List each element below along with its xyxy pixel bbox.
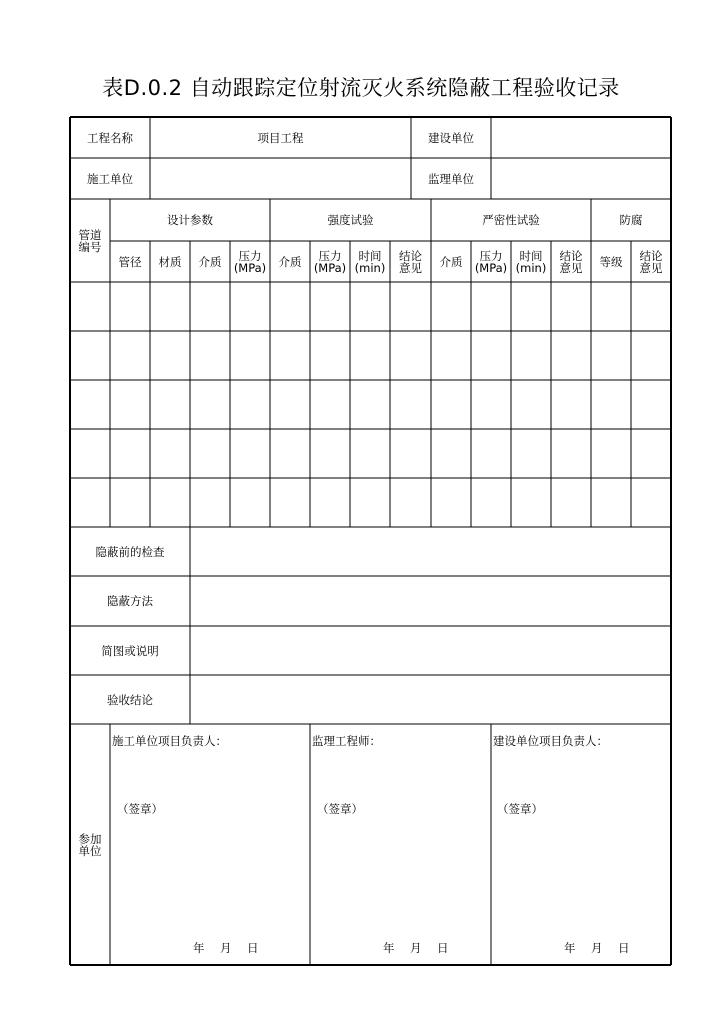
supervision-date[interactable]: 年 月 日 (383, 941, 451, 955)
table-cell[interactable] (511, 429, 551, 478)
design-params-header: 设计参数 (167, 213, 213, 227)
table-cell[interactable] (270, 331, 310, 380)
construction-unit-label: 施工单位 (87, 171, 133, 186)
table-cell[interactable] (150, 380, 190, 429)
table-cell[interactable] (70, 331, 110, 380)
table-cell[interactable] (631, 282, 671, 331)
table-cell[interactable] (150, 429, 190, 478)
table-cell[interactable] (70, 282, 110, 331)
table-cell[interactable] (350, 331, 390, 380)
acceptance-conclusion-label: 验收结论 (107, 692, 153, 707)
table-cell[interactable] (110, 429, 150, 478)
table-cell[interactable] (511, 331, 551, 380)
table-cell[interactable] (150, 478, 190, 527)
column-subheader: 介质 (278, 254, 302, 269)
table-cell[interactable] (551, 331, 591, 380)
table-cell[interactable] (190, 478, 230, 527)
table-cell[interactable] (551, 429, 591, 478)
table-cell[interactable] (631, 429, 671, 478)
cover-method-label: 隐蔽方法 (107, 594, 153, 608)
supervision-unit-field[interactable] (491, 158, 671, 199)
tightness-test-header: 严密性试验 (482, 213, 540, 227)
table-cell[interactable] (270, 282, 310, 331)
table-cell[interactable] (591, 331, 631, 380)
table-cell[interactable] (551, 380, 591, 429)
construction-unit-field[interactable] (150, 158, 411, 199)
table-cell[interactable] (270, 380, 310, 429)
table-cell[interactable] (70, 380, 110, 429)
column-subheader: 时间 (min) (515, 248, 547, 275)
table-cell[interactable] (190, 429, 230, 478)
acceptance-conclusion-field[interactable] (190, 675, 671, 724)
owner-manager-title: 建设单位项目负责人： (493, 734, 608, 748)
table-cell[interactable] (230, 380, 270, 429)
table-cell[interactable] (230, 331, 270, 380)
sketch-label: 简图或说明 (101, 643, 159, 658)
table-cell[interactable] (270, 478, 310, 527)
column-subheader: 结论 意见 (639, 248, 663, 275)
construction-date[interactable]: 年 月 日 (193, 941, 261, 955)
supervision-seal[interactable]: （签章） (317, 802, 363, 816)
column-subheader: 材质 (158, 254, 182, 269)
table-cell[interactable] (150, 331, 190, 380)
column-subheader: 压力 (MPa) (313, 248, 347, 275)
table-cell[interactable] (591, 429, 631, 478)
table-cell[interactable] (350, 429, 390, 478)
table-cell[interactable] (631, 478, 671, 527)
table-cell[interactable] (230, 478, 270, 527)
table-cell[interactable] (110, 380, 150, 429)
sketch-field[interactable] (190, 626, 671, 675)
table-cell[interactable] (190, 380, 230, 429)
table-cell[interactable] (390, 429, 431, 478)
build-unit-label: 建设单位 (428, 130, 474, 145)
table-cell[interactable] (511, 478, 551, 527)
table-cell[interactable] (591, 478, 631, 527)
page-title: 表D.0.2 自动跟踪定位射流灭火系统隐蔽工程验收记录 (102, 76, 620, 100)
table-cell[interactable] (390, 331, 431, 380)
table-cell[interactable] (390, 282, 431, 331)
column-subheader: 结论 意见 (559, 248, 583, 275)
table-cell[interactable] (230, 282, 270, 331)
table-cell[interactable] (631, 380, 671, 429)
pre-cover-check-label: 隐蔽前的检查 (95, 544, 165, 559)
table-cell[interactable] (431, 429, 471, 478)
table-cell[interactable] (390, 478, 431, 527)
table-cell[interactable] (511, 282, 551, 331)
table-cell[interactable] (310, 380, 350, 429)
table-cell[interactable] (471, 331, 511, 380)
table-cell[interactable] (150, 282, 190, 331)
table-cell[interactable] (190, 282, 230, 331)
table-cell[interactable] (270, 429, 310, 478)
table-cell[interactable] (631, 331, 671, 380)
column-subheader: 介质 (198, 254, 222, 269)
column-subheader: 压力 (MPa) (474, 248, 508, 275)
construction-seal[interactable]: （签章） (117, 802, 163, 816)
table-cell[interactable] (471, 429, 511, 478)
anticorrosion-header: 防腐 (619, 213, 643, 227)
table-cell[interactable] (471, 380, 511, 429)
table-cell[interactable] (431, 282, 471, 331)
table-cell[interactable] (230, 429, 270, 478)
build-unit-field[interactable] (491, 117, 671, 158)
supervision-engineer-title: 监理工程师： (312, 734, 381, 748)
table-cell[interactable] (431, 380, 471, 429)
table-cell[interactable] (310, 282, 350, 331)
table-cell[interactable] (110, 478, 150, 527)
table-cell[interactable] (350, 380, 390, 429)
table-cell[interactable] (70, 478, 110, 527)
column-subheader: 管径 (118, 254, 142, 269)
owner-seal[interactable]: （签章） (497, 802, 543, 816)
table-cell[interactable] (551, 478, 591, 527)
participants-label: 参加 单位 (78, 831, 102, 858)
column-subheader: 压力 (MPa) (233, 248, 267, 275)
project-name-label: 工程名称 (87, 130, 133, 145)
pre-cover-check-field[interactable] (190, 527, 671, 576)
table-cell[interactable] (591, 282, 631, 331)
pipe-number-header: 管道 编号 (78, 227, 102, 254)
table-cell[interactable] (390, 380, 431, 429)
owner-date[interactable]: 年 月 日 (564, 941, 632, 955)
construction-manager-title: 施工单位项目负责人： (112, 734, 227, 748)
supervision-unit-label: 监理单位 (428, 171, 474, 186)
table-cell[interactable] (310, 331, 350, 380)
column-subheader: 介质 (439, 254, 463, 269)
table-cell[interactable] (551, 282, 591, 331)
table-cell[interactable] (70, 429, 110, 478)
table-cell[interactable] (310, 429, 350, 478)
table-cell[interactable] (431, 331, 471, 380)
table-cell[interactable] (431, 478, 471, 527)
column-subheader: 等级 (599, 254, 623, 269)
column-subheader: 时间 (min) (354, 248, 386, 275)
project-name-field[interactable]: 项目工程 (257, 130, 304, 145)
table-cell[interactable] (110, 331, 150, 380)
table-cell[interactable] (190, 331, 230, 380)
column-subheader: 结论 意见 (399, 248, 422, 275)
table-cell[interactable] (471, 478, 511, 527)
table-cell[interactable] (350, 478, 390, 527)
strength-test-header: 强度试验 (327, 213, 374, 227)
table-cell[interactable] (350, 282, 390, 331)
table-cell[interactable] (310, 478, 350, 527)
table-cell[interactable] (110, 282, 150, 331)
table-cell[interactable] (591, 380, 631, 429)
table-cell[interactable] (511, 380, 551, 429)
cover-method-field[interactable] (190, 576, 671, 626)
table-cell[interactable] (471, 282, 511, 331)
